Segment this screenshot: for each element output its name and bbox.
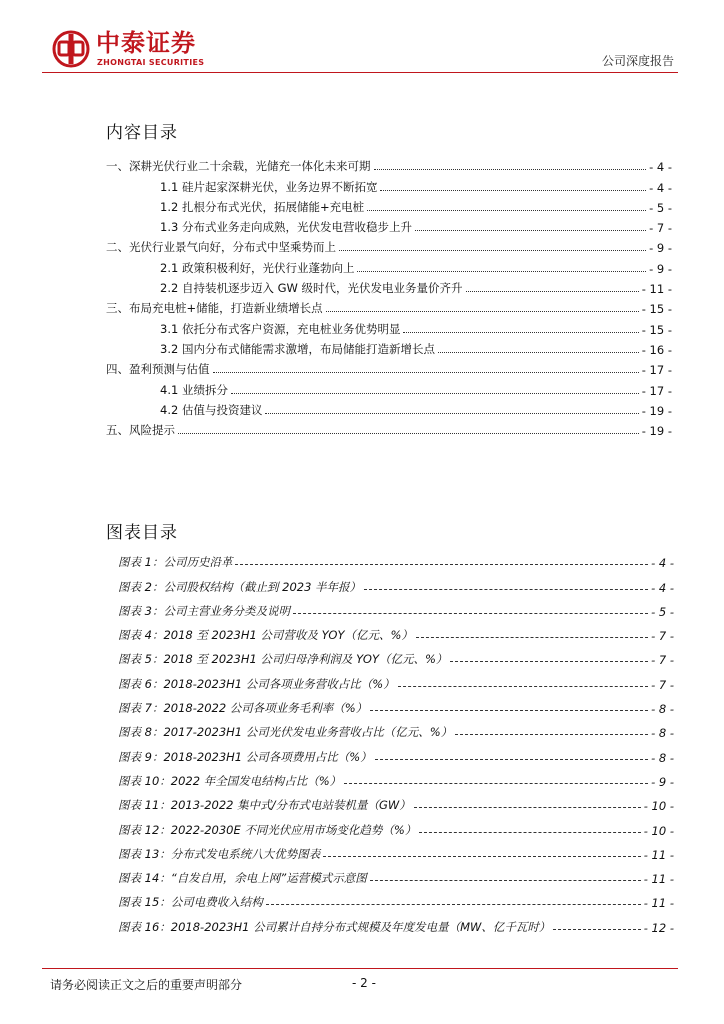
figure-list-item[interactable] [118, 910, 674, 934]
dot-leader [367, 210, 646, 211]
dot-leader [466, 291, 639, 292]
figure-list-item-text: 图表 8：2017-2023H1 公司光伏发电业务营收占比（亿元、%） [118, 725, 453, 740]
figure-list-item-text: 图表 12：2022-2030E 不同光伏应用市场变化趋势（%） [118, 822, 417, 837]
figure-list-item-text: 图表 5：2018 至 2023H1 公司归母净利润及 YOY（亿元、%） [118, 652, 448, 667]
toc-subsection-item-text: 4.2 估值与投资建议 [160, 402, 263, 417]
toc-subsection-item-page: - 9 - [649, 261, 672, 276]
dot-leader [414, 807, 641, 808]
dot-leader [231, 393, 639, 394]
figure-list-item[interactable] [118, 546, 674, 570]
toc-section-item[interactable] [106, 154, 672, 174]
figure-list [118, 546, 674, 935]
figure-list-item-page: - 10 - [643, 799, 674, 814]
dot-leader [364, 589, 648, 590]
toc-section-item-page: - 4 - [649, 160, 672, 175]
toc-subsection-item-page: - 5 - [649, 200, 672, 215]
toc-section-item-text: 四、盈利预测与估值 [106, 362, 210, 377]
dot-leader [419, 832, 640, 833]
dot-leader [416, 637, 648, 638]
toc-section-item-text: 一、深耕光伏行业二十余载，光储充一体化未来可期 [106, 159, 371, 174]
header-divider [42, 72, 678, 73]
footer-divider [42, 968, 678, 969]
dot-leader [293, 613, 648, 614]
toc-section-item[interactable] [106, 296, 672, 316]
figure-list-item[interactable] [118, 716, 674, 740]
dot-leader [344, 783, 648, 784]
figure-list-item[interactable] [118, 692, 674, 716]
figure-list-item-page: - 7 - [651, 677, 674, 692]
figure-list-item-page: - 11 - [643, 872, 674, 887]
toc-section-item-text: 五、风险提示 [106, 423, 175, 438]
figure-list-item[interactable] [118, 813, 674, 837]
page-header [0, 0, 724, 80]
dot-leader [438, 352, 639, 353]
dot-leader [235, 564, 648, 565]
dot-leader [403, 332, 638, 333]
dot-leader [178, 433, 639, 434]
dot-leader [357, 271, 646, 272]
dot-leader [339, 250, 646, 251]
page-number: - 2 - [352, 976, 376, 990]
report-type: 公司深度报告 [601, 54, 674, 68]
dot-leader [415, 230, 646, 231]
figure-list-item-page: - 8 - [651, 726, 674, 741]
figure-list-item-text: 图表 15：公司电费收入结构 [118, 895, 263, 910]
toc-subsection-item-page: - 17 - [641, 383, 672, 398]
toc-subsection-item-text: 1.1 硅片起家深耕光伏，业务边界不断拓宽 [160, 179, 378, 194]
figure-list-item[interactable] [118, 886, 674, 910]
dot-leader [375, 759, 648, 760]
figure-list-item-page: - 10 - [643, 823, 674, 838]
figure-list-item[interactable] [118, 643, 674, 667]
brand-name-en: ZHONGTAI SECURITIES [97, 58, 205, 67]
figure-list-item-text: 图表 14：“自发自用，余电上网”运营模式示意图 [118, 871, 367, 886]
figure-list-item[interactable] [118, 765, 674, 789]
figure-list-item-text: 图表 1：公司历史沿革 [118, 555, 233, 570]
toc-subsection-item-text: 3.1 依托分布式客户资源，充电桩业务优势明显 [160, 321, 401, 336]
figure-list-item-text: 图表 9：2018-2023H1 公司各项费用占比（%） [118, 749, 372, 764]
toc-section-item-page: - 17 - [641, 363, 672, 378]
dot-leader [326, 311, 639, 312]
toc-title: 内容目录 [106, 123, 178, 143]
figure-list-item[interactable] [118, 838, 674, 862]
toc-section-item-page: - 9 - [649, 241, 672, 256]
brand-name-cn: 中泰证券 [96, 29, 196, 57]
toc-subsection-item-page: - 19 - [641, 403, 672, 418]
dot-leader [380, 190, 646, 191]
toc-subsection-item-text: 3.2 国内分布式储能需求激增，布局储能打造新增长点 [160, 341, 435, 356]
toc-subsection-item[interactable] [106, 398, 672, 418]
figure-list-item-page: - 11 - [643, 847, 674, 862]
figure-list-item[interactable] [118, 595, 674, 619]
dot-leader [450, 661, 648, 662]
figure-list-item-text: 图表 13：分布式发电系统八大优势图表 [118, 846, 321, 861]
figure-list-item[interactable] [118, 667, 674, 691]
figure-list-item-text: 图表 10：2022 年全国发电结构占比（%） [118, 773, 342, 788]
toc-section-item[interactable] [106, 357, 672, 377]
toc-subsection-item-text: 2.1 政策积极利好，光伏行业蓬勃向上 [160, 260, 355, 275]
figure-list-item-page: - 4 - [651, 580, 674, 595]
figure-list-item[interactable] [118, 619, 674, 643]
toc-subsection-item[interactable] [106, 316, 672, 336]
figure-list-item[interactable] [118, 789, 674, 813]
toc-subsection-item-page: - 7 - [649, 221, 672, 236]
toc-subsection-item[interactable] [106, 276, 672, 296]
toc-subsection-item[interactable] [106, 377, 672, 397]
toc-section-item-page: - 15 - [641, 302, 672, 317]
toc-subsection-item[interactable] [106, 195, 672, 215]
figure-list-title: 图表目录 [106, 523, 178, 543]
toc-subsection-item-text: 2.2 自持装机逐步迈入 GW 级时代，光伏发电业务量价齐升 [160, 281, 463, 296]
disclaimer-note: 请务必阅读正文之后的重要声明部分 [50, 978, 243, 992]
zhongtai-logo-icon [52, 30, 90, 68]
figure-list-item-page: - 8 - [651, 702, 674, 717]
table-of-contents [106, 154, 672, 438]
toc-section-item[interactable] [106, 235, 672, 255]
figure-list-item[interactable] [118, 570, 674, 594]
dot-leader [455, 734, 648, 735]
toc-subsection-item-page: - 4 - [649, 180, 672, 195]
figure-list-item-page: - 8 - [651, 750, 674, 765]
figure-list-item-text: 图表 11：2013-2022 集中式/分布式电站装机量（GW） [118, 798, 411, 813]
figure-list-item-text: 图表 16：2018-2023H1 公司累计自持分布式规模及年度发电量（MW、亿千瓦时） [118, 919, 551, 934]
figure-list-item-text: 图表 7：2018-2022 公司各项业务毛利率（%） [118, 701, 368, 716]
toc-subsection-item-text: 1.2 扎根分布式光伏，拓展储能+充电桩 [160, 199, 365, 214]
figure-list-item-page: - 9 - [651, 774, 674, 789]
toc-section-item[interactable] [106, 418, 672, 438]
dot-leader [370, 710, 648, 711]
toc-section-item-page: - 19 - [641, 424, 672, 439]
toc-subsection-item-text: 4.1 业绩拆分 [160, 382, 228, 397]
figure-list-item-page: - 4 - [651, 556, 674, 571]
toc-subsection-item[interactable] [106, 255, 672, 275]
figure-list-item-text: 图表 6：2018-2023H1 公司各项业务营收占比（%） [118, 676, 395, 691]
figure-list-item[interactable] [118, 862, 674, 886]
figure-list-item-page: - 7 - [651, 629, 674, 644]
figure-list-item-text: 图表 3：公司主营业务分类及说明 [118, 603, 290, 618]
dot-leader [398, 686, 648, 687]
toc-subsection-item-text: 1.3 分布式业务走向成熟，光伏发电营收稳步上升 [160, 220, 412, 235]
figure-list-item[interactable] [118, 740, 674, 764]
figure-list-item-text: 图表 4：2018 至 2023H1 公司营收及 YOY（亿元、%） [118, 628, 413, 643]
dot-leader [266, 904, 641, 905]
toc-subsection-item-page: - 15 - [641, 322, 672, 337]
dot-leader [265, 413, 638, 414]
toc-subsection-item-page: - 16 - [641, 342, 672, 357]
figure-list-item-text: 图表 2：公司股权结构（截止到 2023 半年报） [118, 579, 362, 594]
toc-subsection-item[interactable] [106, 174, 672, 194]
figure-list-item-page: - 11 - [643, 896, 674, 911]
toc-section-item-text: 三、布局充电桩+储能，打造新业绩增长点 [106, 301, 323, 316]
toc-section-item-text: 二、光伏行业景气向好，分布式中坚乘势而上 [106, 240, 336, 255]
figure-list-item-page: - 12 - [643, 920, 674, 935]
dot-leader [323, 856, 640, 857]
dot-leader [213, 372, 639, 373]
toc-subsection-item-page: - 11 - [641, 282, 672, 297]
dot-leader [374, 169, 647, 170]
toc-subsection-item[interactable] [106, 337, 672, 357]
figure-list-item-page: - 7 - [651, 653, 674, 668]
dot-leader [370, 880, 641, 881]
dot-leader [553, 929, 640, 930]
figure-list-item-page: - 5 - [651, 604, 674, 619]
toc-subsection-item[interactable] [106, 215, 672, 235]
